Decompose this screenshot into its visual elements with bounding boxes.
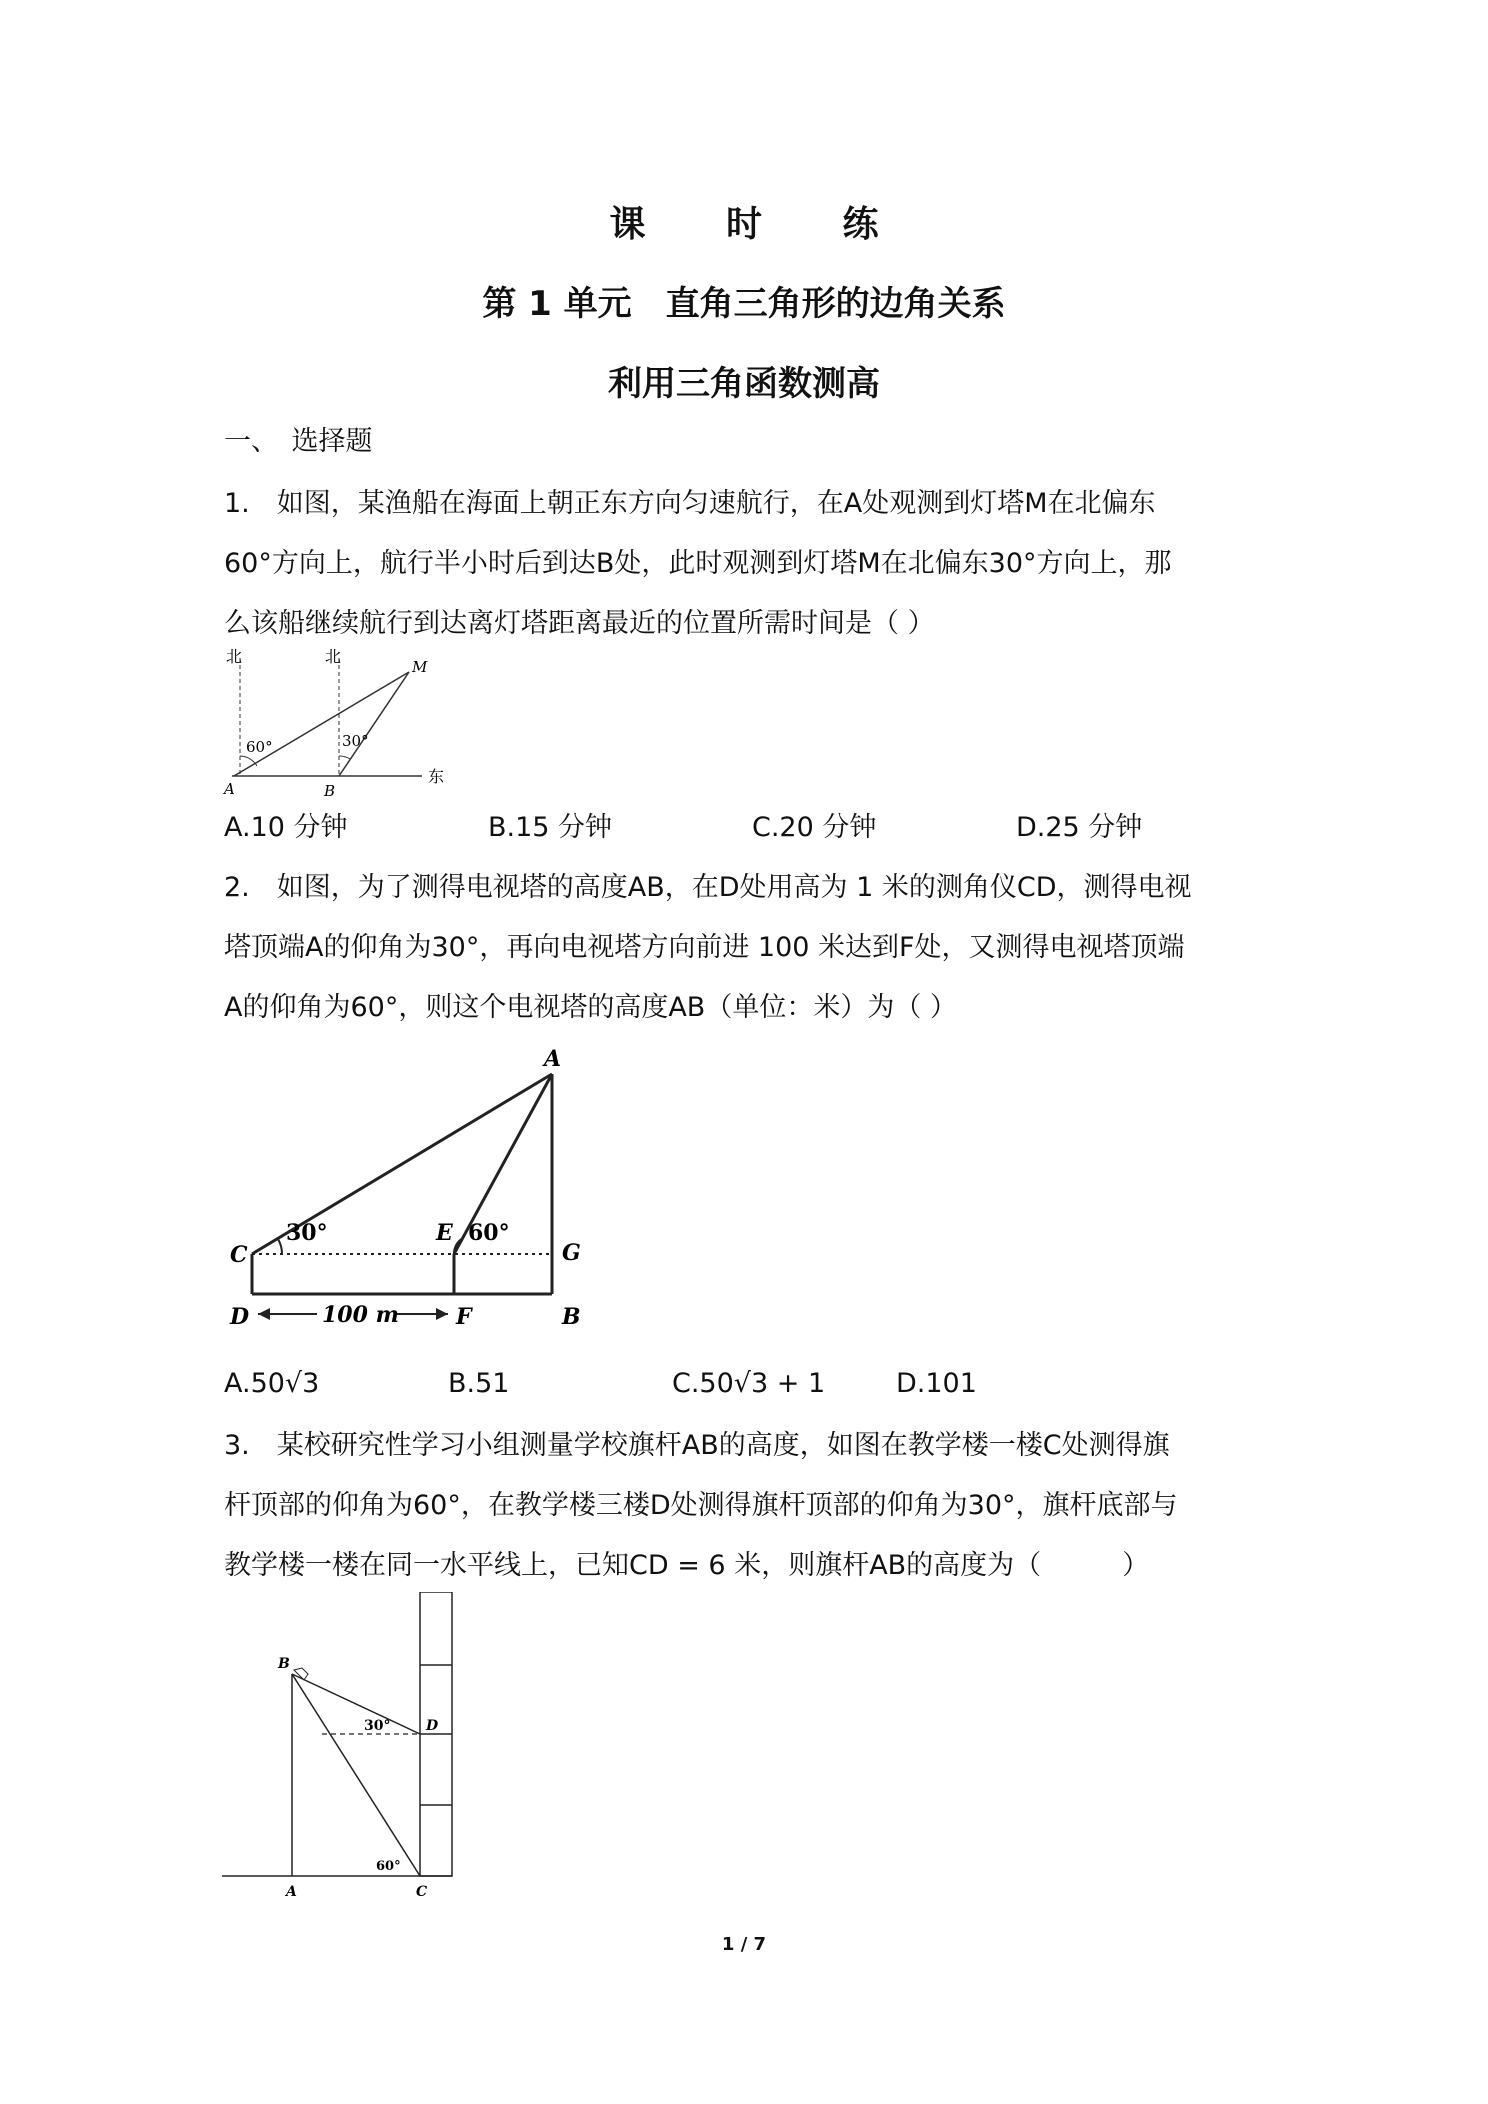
east-label: 东 (428, 767, 445, 786)
point-a: A (224, 780, 235, 798)
point-m: M (412, 658, 428, 676)
question-2-option-b: B.51 (448, 1368, 510, 1399)
question-1-figure (222, 644, 462, 800)
point-b: B (562, 1304, 581, 1330)
point-b: B (324, 782, 336, 800)
question-1-option-a: A.10 分钟 (224, 812, 348, 843)
question-2-option-d: D.101 (896, 1368, 977, 1399)
north-label-b: 北 (325, 647, 342, 666)
point-d: D (426, 1718, 439, 1734)
distance-label: 100 m (322, 1302, 399, 1328)
question-2-line-2: 塔顶端A的仰角为30°，再向电视塔方向前进 100 米达到F处，又测得电视塔顶端 (224, 932, 1185, 963)
question-3-figure (222, 1592, 472, 1904)
north-label-a: 北 (226, 647, 243, 666)
point-e: E (436, 1220, 453, 1246)
question-2-option-c: C.50√3 + 1 (672, 1368, 826, 1399)
angle-label-60: 60° (468, 1220, 510, 1246)
point-c: C (230, 1242, 248, 1268)
angle-label-30: 30° (342, 732, 369, 750)
angle-label-30: 30° (364, 1718, 391, 1734)
point-g: G (562, 1240, 581, 1266)
question-1-line-2: 60°方向上，航行半小时后到达B处，此时观测到灯塔M在北偏东30°方向上，那 (224, 548, 1172, 579)
topic-title: 利用三角函数测高 (608, 364, 880, 404)
question-3-line-3: 教学楼一楼在同一水平线上，已知CD = 6 米，则旗杆AB的高度为（ ） (224, 1550, 1150, 1581)
question-1-option-c: C.20 分钟 (752, 812, 877, 843)
angle-label-60: 60° (246, 738, 273, 756)
question-2-figure (222, 1044, 592, 1338)
point-c: C (416, 1884, 428, 1900)
question-1-option-b: B.15 分钟 (488, 812, 613, 843)
point-f: F (456, 1304, 472, 1330)
line-am (234, 672, 409, 776)
question-1-line-3: 么该船继续航行到达离灯塔距离最近的位置所需时间是（ ） (224, 608, 935, 639)
question-3-line-1: 3. 某校研究性学习小组测量学校旗杆AB的高度，如图在教学楼一楼C处测得旗 (224, 1430, 1170, 1461)
point-b: B (278, 1656, 290, 1672)
unit-title: 第 1 单元 直角三角形的边角关系 (482, 284, 1006, 324)
question-1-option-d: D.25 分钟 (1016, 812, 1143, 843)
page-number: 1 / 7 (721, 1934, 767, 1955)
point-a: A (544, 1046, 562, 1072)
question-2-option-a: A.50√3 (224, 1368, 320, 1399)
question-2-line-1: 2. 如图，为了测得电视塔的高度AB，在D处用高为 1 米的测角仪CD，测得电视 (224, 872, 1192, 903)
arrow-head-left (258, 1308, 270, 1320)
arrow-head-right (436, 1308, 448, 1320)
question-1-line-1: 1. 如图，某渔船在海面上朝正东方向匀速航行，在A处观测到灯塔M在北偏东 (224, 488, 1156, 519)
point-a: A (286, 1884, 297, 1900)
question-2-line-3: A的仰角为60°，则这个电视塔的高度AB（单位：米）为（ ） (224, 992, 957, 1023)
page-title: 课 时 练 (609, 204, 913, 245)
angle-arc-30 (339, 756, 350, 759)
angle-arc-30 (278, 1239, 282, 1254)
question-3-line-2: 杆顶部的仰角为60°，在教学楼三楼D处测得旗杆顶部的仰角为30°，旗杆底部与 (224, 1490, 1178, 1521)
point-d: D (230, 1304, 250, 1330)
angle-label-60: 60° (376, 1859, 401, 1874)
section-heading: 一、 选择题 (224, 426, 373, 457)
line-bm (339, 672, 409, 776)
angle-label-30: 30° (286, 1220, 328, 1246)
